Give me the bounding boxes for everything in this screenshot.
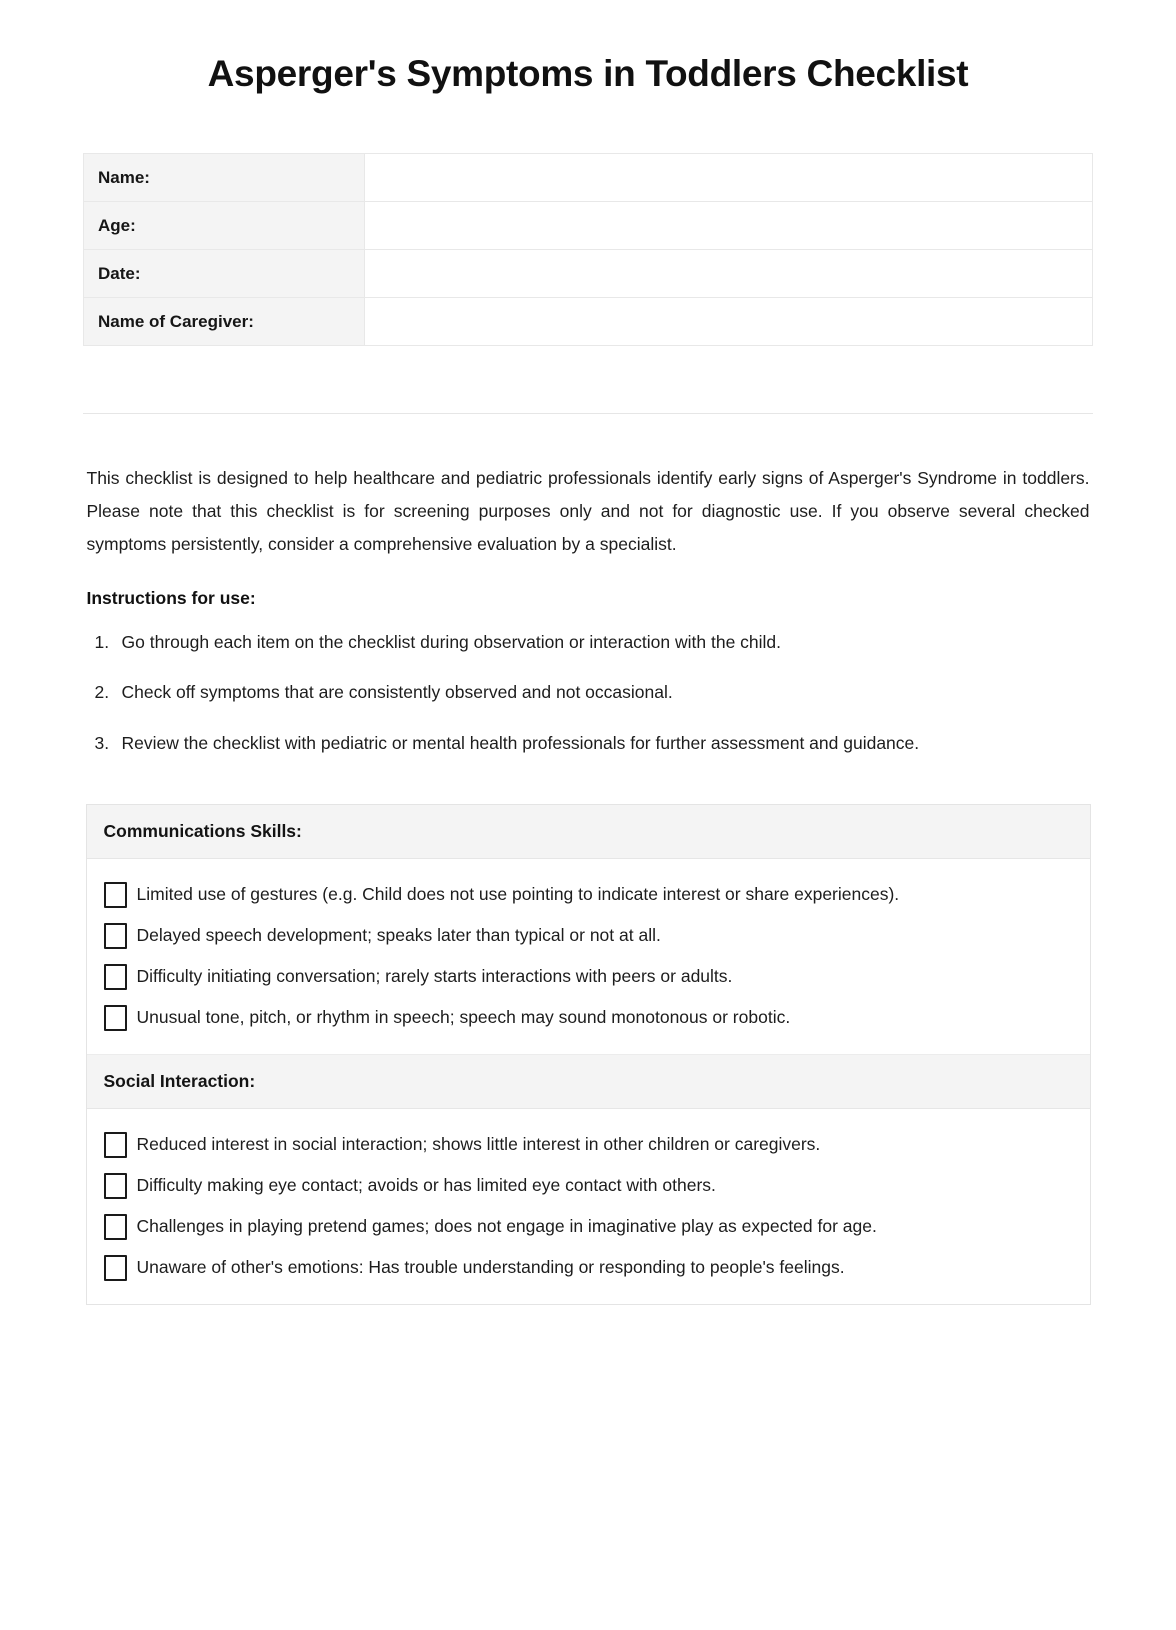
caregiver-name-input[interactable]: [365, 298, 1093, 346]
section-items-social-interaction: [87, 1109, 1090, 1304]
instructions-list: [87, 609, 1090, 761]
patient-info-form: [83, 96, 1093, 346]
date-label: Date:: [84, 250, 365, 298]
list-item: Review the checklist with pediatric or mental health professionals for further assessment and guidance.: [121, 733, 920, 754]
checklist-item-label: Difficulty making eye contact; avoids or has limited eye contact with others.: [136, 1175, 716, 1196]
section-items-communications-skills: [87, 859, 1090, 1054]
checklist-item[interactable]: [104, 1212, 1073, 1240]
checklist-item-label: Unaware of other's emotions: Has trouble understanding or responding to people's feelings.: [136, 1257, 845, 1278]
checklist-item-label: Unusual tone, pitch, or rhythm in speech; speech may sound monotonous or robotic.: [136, 1007, 791, 1028]
name-label: Name:: [84, 154, 365, 202]
checkbox-icon[interactable]: [104, 1173, 127, 1199]
instructions-heading: Instructions for use:: [86, 587, 256, 608]
table-row: [84, 250, 1093, 298]
checklist-item-label: Limited use of gestures (e.g. Child does not use pointing to indicate interest or share experiences).: [136, 884, 900, 905]
table-row: [84, 202, 1093, 250]
checklist-item-label: Delayed speech development; speaks later than typical or not at all.: [136, 925, 661, 946]
checkbox-icon[interactable]: [104, 1005, 127, 1031]
checklist-item[interactable]: [104, 880, 1073, 908]
symptoms-checklist: [86, 804, 1091, 1305]
checkbox-icon[interactable]: [104, 923, 127, 949]
page-title: Asperger's Symptoms in Toddlers Checklist: [207, 53, 969, 94]
checkbox-icon[interactable]: [104, 1132, 127, 1158]
checklist-item[interactable]: [104, 1003, 1073, 1031]
checklist-item-label: Reduced interest in social interaction; shows little interest in other children or caregivers.: [136, 1134, 821, 1155]
table-row: [84, 298, 1093, 346]
date-input[interactable]: [365, 250, 1093, 298]
name-input[interactable]: [365, 154, 1093, 202]
checkbox-icon[interactable]: [104, 1255, 127, 1281]
section-header-communications-skills: Communications Skills:: [87, 805, 1090, 859]
caregiver-name-label: Name of Caregiver:: [84, 298, 365, 346]
patient-info-table: [83, 153, 1093, 346]
checkbox-icon[interactable]: [104, 882, 127, 908]
patient-info-table-body: [84, 154, 1093, 346]
checklist-item[interactable]: [104, 1253, 1073, 1281]
checklist-item[interactable]: [104, 1130, 1073, 1158]
age-label: Age:: [84, 202, 365, 250]
checkbox-icon[interactable]: [104, 1214, 127, 1240]
intro-paragraph: This checklist is designed to help healthcare and pediatric professionals identify early signs of Asperger's Syndrome in toddlers. Please note that this checklist is for screening purposes only and not for diagnostic use. If you observe several checked symptoms persistently, consider a comprehensive evaluation by a specialist.: [86, 468, 1090, 554]
table-row: [84, 154, 1093, 202]
list-item: Check off symptoms that are consistently observed and not occasional.: [121, 682, 673, 703]
list-item: Go through each item on the checklist during observation or interaction with the child.: [121, 631, 782, 652]
age-input[interactable]: [365, 202, 1093, 250]
checklist-item-label: Difficulty initiating conversation; rarely starts interactions with peers or adults.: [136, 966, 733, 987]
checkbox-icon[interactable]: [104, 964, 127, 990]
checklist-item-label: Challenges in playing pretend games; does not engage in imaginative play as expected for age.: [136, 1216, 877, 1237]
checklist-item[interactable]: [104, 962, 1073, 990]
checklist-item[interactable]: [104, 921, 1073, 949]
checklist-item[interactable]: [104, 1171, 1073, 1199]
section-header-social-interaction: Social Interaction:: [87, 1054, 1090, 1109]
